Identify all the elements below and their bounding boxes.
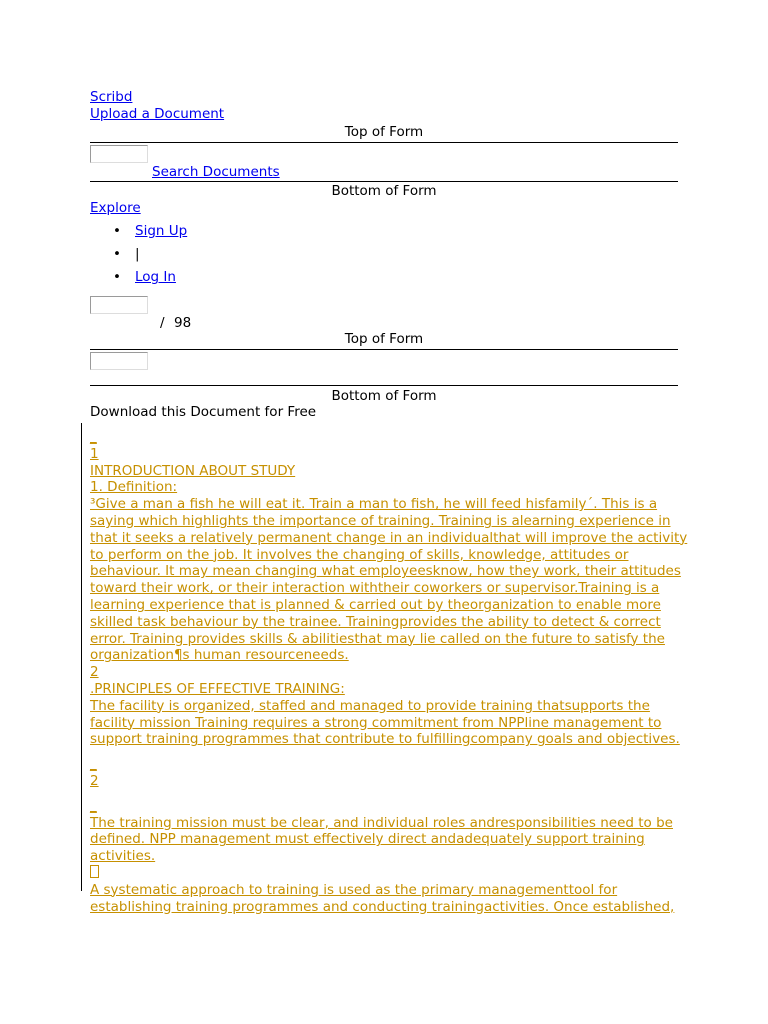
nav-item-separator <box>90 245 187 268</box>
doc-spacer <box>90 790 690 798</box>
doc-line: to perform on the job. It involves the changing of skills, knowledge, attitudes or <box>90 546 629 563</box>
search-documents-link[interactable]: Search Documents <box>152 164 280 180</box>
doc-heading: .PRINCIPLES OF EFFECTIVE TRAINING: <box>90 680 345 697</box>
upload-document-link[interactable]: Upload a Document <box>90 106 225 122</box>
nav-item-sign-up <box>90 222 187 245</box>
doc-line: support training programmes that contribute to fulfillingcompany goals and objectives. <box>90 731 680 748</box>
doc-spacer <box>90 748 690 756</box>
explore-link[interactable]: Explore <box>90 200 141 216</box>
page-total: 98 <box>174 315 192 331</box>
search-input[interactable] <box>90 145 148 163</box>
doc-line: toward their work, or their interaction withtheir coworkers or supervisor.Training is a <box>90 580 660 597</box>
doc-line: ³Give a man a fish he will eat it. Train a man to fish, he will feed hisfamily´. This is a <box>90 496 658 513</box>
form-divider <box>90 142 678 143</box>
nav-separator: | <box>135 246 140 262</box>
top-of-form-label: Top of Form <box>344 331 424 347</box>
missing-glyph-icon <box>90 865 99 878</box>
doc-line: A systematic approach to training is used as the primary managementtool for <box>90 881 618 898</box>
document-text <box>90 429 690 915</box>
form-divider <box>90 181 678 182</box>
bullet-icon: • <box>113 223 121 239</box>
scribd-link[interactable]: Scribd <box>90 89 133 105</box>
sign-up-link[interactable]: Sign Up <box>135 223 188 239</box>
doc-glyph-box <box>90 865 690 882</box>
doc-line: _ <box>90 429 97 445</box>
document-margin-bar <box>81 423 82 891</box>
doc-line: facility mission Training requires a strong commitment from NPPline management to <box>90 714 662 731</box>
log-in-link[interactable]: Log In <box>135 269 176 285</box>
doc-line: behaviour. It may mean changing what employeesknow, how they work, their attitudes <box>90 563 681 580</box>
doc-line: establishing training programmes and conducting trainingactivities. Once established, <box>90 898 675 915</box>
download-free-text: Download this Document for Free <box>90 404 317 420</box>
doc-page-number: 1 <box>90 445 99 462</box>
doc-line: skilled task behaviour by the trainee. Trainingprovides the ability to detect & correct <box>90 613 661 630</box>
doc-heading: INTRODUCTION ABOUT STUDY <box>90 462 296 479</box>
doc-line: The facility is organized, staffed and managed to provide training thatsupports the <box>90 697 650 714</box>
bottom-of-form-label: Bottom of Form <box>331 183 437 199</box>
page-jump-input[interactable] <box>90 352 148 370</box>
account-nav-list <box>90 222 187 291</box>
page-separator: / <box>160 315 165 331</box>
form-divider <box>90 385 678 386</box>
doc-line: error. Training provides skills & abilitiesthat may lie called on the future to satisfy the <box>90 630 665 647</box>
doc-line: The training mission must be clear, and individual roles andresponsibilities need to be <box>90 814 673 831</box>
doc-line: saying which highlights the importance of training. Training is alearning experience in <box>90 512 671 529</box>
page-number-input[interactable] <box>90 296 148 314</box>
bullet-icon: • <box>113 269 121 285</box>
doc-page-number: 2 <box>90 772 99 789</box>
doc-line: _ <box>90 797 97 814</box>
doc-line: learning experience that is planned & carried out by theorganization to enable more <box>90 596 661 613</box>
doc-line: _ <box>90 756 97 773</box>
form-divider <box>90 349 678 350</box>
doc-line: defined. NPP management must effectively direct andadequately support training <box>90 831 645 848</box>
bottom-of-form-label: Bottom of Form <box>331 388 437 404</box>
top-of-form-label: Top of Form <box>344 124 424 140</box>
doc-page-number: 2 <box>90 664 99 681</box>
doc-line: organization¶s human resourceneeds. <box>90 647 349 664</box>
doc-line: activities. <box>90 848 156 865</box>
doc-subheading: 1. Definition: <box>90 479 178 496</box>
nav-item-log-in <box>90 268 187 291</box>
doc-line: that it seeks a relatively permanent change in an individualthat will improve the activity <box>90 529 688 546</box>
bullet-icon: • <box>113 246 121 262</box>
